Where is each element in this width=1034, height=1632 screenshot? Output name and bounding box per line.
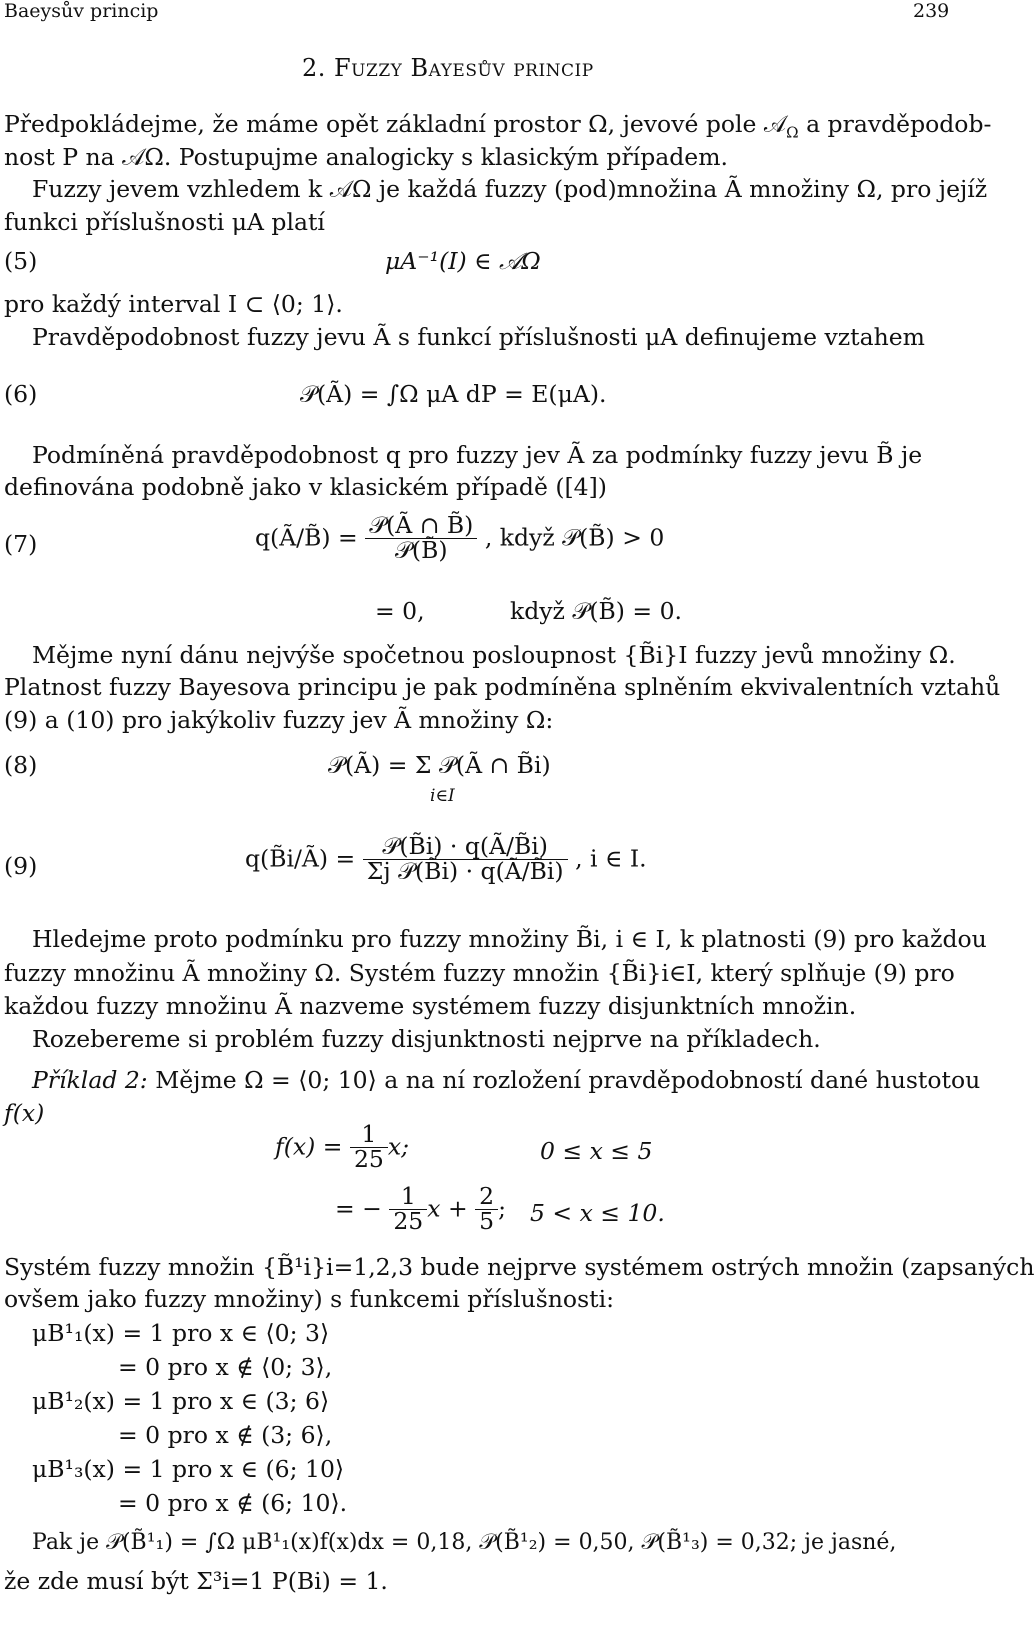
- density-condition-2: 5 < x ≤ 10.: [530, 1199, 665, 1227]
- running-title: Baeysův princip: [4, 0, 159, 22]
- equation-5: μA⁻¹(I) ∈ 𝒜Ω: [385, 247, 541, 275]
- membership-line: = 0 pro x ∉ (6; 10⟩.: [118, 1489, 348, 1517]
- page-number: 239: [913, 0, 950, 22]
- paragraph-line: Mějme nyní dánu nejvýše spočetnou posloupnost {B̃i}I fuzzy jevů množiny Ω.: [32, 641, 956, 669]
- paragraph-line: že zde musí být Σ³i=1 P(Bi) = 1.: [4, 1567, 388, 1595]
- membership-line: = 0 pro x ∉ ⟨0; 3⟩,: [118, 1353, 333, 1381]
- equation-tail: ;: [498, 1194, 507, 1223]
- sum-index: i∈I: [430, 786, 455, 806]
- equation-number: (8): [4, 751, 38, 779]
- equation-lhs: q(B̃i/Ã) =: [245, 844, 356, 873]
- section-title: 2. Fuzzy Bayesův princip: [302, 54, 594, 82]
- paragraph-line: pro každý interval I ⊂ ⟨0; 1⟩.: [4, 290, 343, 318]
- fraction: [363, 832, 568, 885]
- text-fragment: a pravděpodob-: [798, 110, 992, 138]
- equation-number: (7): [4, 530, 38, 558]
- equation-8: 𝒫(Ã) = Σ 𝒫(Ã ∩ B̃i): [328, 751, 551, 779]
- equation-mid: x +: [427, 1194, 468, 1223]
- membership-line: μB¹₁(x) = 1 pro x ∈ ⟨0; 3⟩: [32, 1319, 330, 1347]
- text-fragment: Mějme Ω = ⟨0; 10⟩ a na ní rozložení pravděpodobností dané hustotou: [147, 1066, 981, 1094]
- density-line-1: [275, 1120, 410, 1173]
- equation-lhs: q(Ã/B̃) =: [255, 523, 358, 552]
- equation-6: 𝒫(Ã) = ∫Ω μA dP = E(μA).: [300, 380, 607, 408]
- equation-9: [245, 832, 647, 885]
- equation-number: (6): [4, 380, 38, 408]
- subscript: Ω: [786, 123, 799, 142]
- fraction-denominator: 25: [353, 1144, 384, 1173]
- equation-7b: = 0,: [375, 597, 425, 625]
- fraction: [365, 511, 477, 564]
- paragraph-line: ovšem jako fuzzy množiny) s funkcemi příslušnosti:: [4, 1285, 615, 1313]
- equation-tail: , i ∈ I.: [575, 844, 647, 873]
- membership-line: μB¹₃(x) = 1 pro x ∈ (6; 10⟩: [32, 1455, 345, 1483]
- paragraph-line: Rozebereme si problém fuzzy disjunktnosti nejprve na příkladech.: [32, 1025, 821, 1053]
- fraction-numerator: 2: [475, 1185, 498, 1210]
- equation-7: [255, 511, 665, 564]
- density-condition-1: 0 ≤ x ≤ 5: [540, 1137, 653, 1165]
- paragraph-line: Pak je 𝒫(B̃¹₁) = ∫Ω μB¹₁(x)f(x)dx = 0,18, 𝒫(B̃¹₂) = 0,50, 𝒫(B̃¹₃) = 0,32; je jasné,: [32, 1530, 897, 1555]
- paragraph-line: Platnost fuzzy Bayesova principu je pak podmíněna splněním ekvivalentních vztahů: [4, 673, 1001, 701]
- equation-number: (5): [4, 247, 38, 275]
- equation-number: (9): [4, 852, 38, 880]
- paragraph-line: [32, 1066, 981, 1094]
- fraction: [475, 1182, 498, 1235]
- equation-lhs: f(x) =: [275, 1132, 343, 1161]
- paragraph-line: Pravděpodobnost fuzzy jevu Ã s funkcí příslušnosti μA definujeme vztahem: [32, 323, 925, 351]
- fraction-numerator: 1: [389, 1185, 427, 1210]
- paragraph-line: Fuzzy jevem vzhledem k 𝒜Ω je každá fuzzy (pod)množina Ã množiny Ω, pro jejíž: [32, 175, 988, 203]
- fraction-numerator: 𝒫(Ã ∩ B̃): [365, 514, 477, 539]
- paragraph-line: fuzzy množinu Ã množiny Ω. Systém fuzzy množin {B̃i}i∈I, který splňuje (9) pro: [4, 959, 955, 987]
- paragraph-line: každou fuzzy množinu Ã nazveme systémem fuzzy disjunktních množin.: [4, 992, 857, 1020]
- text-fragment: Předpokládejme, že máme opět základní prostor Ω, jevové pole 𝒜: [4, 110, 787, 138]
- paragraph-line: Podmíněná pravděpodobnost q pro fuzzy jev Ã za podmínky fuzzy jevu B̃ je: [32, 441, 923, 469]
- equation-lhs: = −: [335, 1194, 382, 1223]
- fraction-numerator: 1: [350, 1123, 388, 1148]
- paragraph-line: Hledejme proto podmínku pro fuzzy množiny B̃i, i ∈ I, k platnosti (9) pro každou: [32, 925, 987, 953]
- fraction-numerator: 𝒫(B̃i) · q(Ã/B̃i): [363, 835, 568, 860]
- density-line-2: [335, 1182, 507, 1235]
- fraction-denominator: 5: [479, 1206, 495, 1235]
- equation-7b-condition: když 𝒫(B̃) = 0.: [510, 597, 683, 625]
- example-label: Příklad 2:: [32, 1066, 148, 1094]
- fraction-denominator: Σj 𝒫(B̃i) · q(Ã/B̃i): [366, 856, 564, 885]
- equation-tail: x;: [387, 1132, 410, 1161]
- membership-line: = 0 pro x ∉ (3; 6⟩,: [118, 1421, 333, 1449]
- paragraph-line: [4, 110, 992, 142]
- equation-condition: , když 𝒫(B̃) > 0: [484, 523, 665, 552]
- membership-line: μB¹₂(x) = 1 pro x ∈ (3; 6⟩: [32, 1387, 330, 1415]
- fraction: [350, 1120, 388, 1173]
- fraction: [389, 1182, 427, 1235]
- paragraph-line: Systém fuzzy množin {B̃¹i}i=1,2,3 bude nejprve systémem ostrých množin (zapsaných: [4, 1253, 1034, 1281]
- fraction-denominator: 𝒫(B̃): [394, 535, 448, 564]
- fraction-denominator: 25: [393, 1206, 424, 1235]
- paragraph-line: f(x): [4, 1099, 45, 1127]
- paragraph-line: funkci příslušnosti μA platí: [4, 208, 325, 236]
- paragraph-line: (9) a (10) pro jakýkoliv fuzzy jev Ã množiny Ω:: [4, 706, 554, 734]
- paragraph-line: definována podobně jako v klasickém případě ([4]): [4, 473, 607, 501]
- paragraph-line: nost P na 𝒜Ω. Postupujme analogicky s klasickým případem.: [4, 143, 728, 171]
